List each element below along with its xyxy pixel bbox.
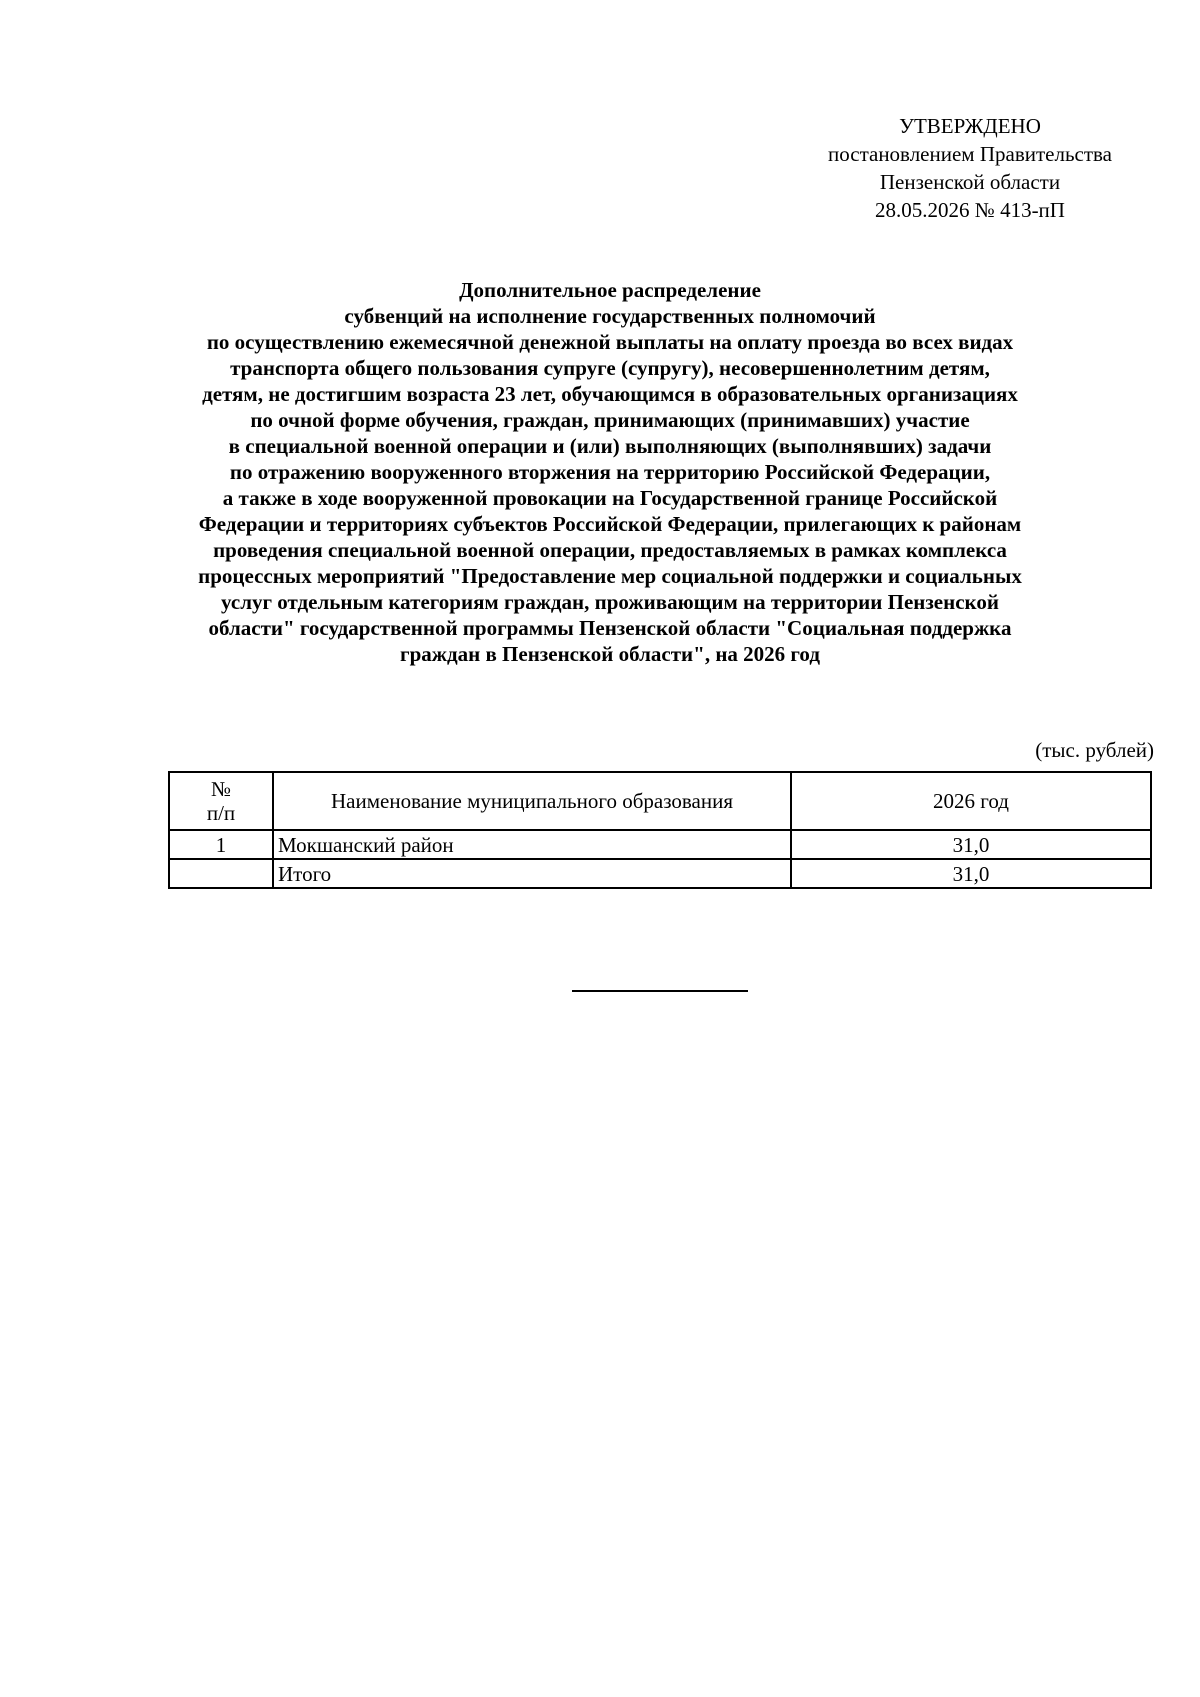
header-number (169, 772, 273, 830)
end-separator-line (572, 990, 748, 992)
title-line: а также в ходе вооруженной провокации на Государственной границе Российской (222, 486, 998, 510)
title-line: Дополнительное распределение (459, 278, 761, 302)
row-number: 1 (169, 830, 273, 859)
approval-heading: УТВЕРЖДЕНО (899, 114, 1041, 138)
header-number-label: п/п (206, 801, 236, 825)
title-line: проведения специальной военной операции, предоставляемых в рамках комплекса (213, 538, 1007, 562)
row-number (169, 859, 273, 888)
row-municipality: Мокшанский район (273, 830, 791, 859)
title-line: в специальной военной операции и (или) выполняющих (выполнявших) задачи (228, 434, 992, 458)
document-title (150, 277, 1070, 667)
row-value: 31,0 (791, 859, 1151, 888)
approval-line: Пензенской области (879, 170, 1061, 194)
title-line: услуг отдельным категориям граждан, проживающим на территории Пензенской (221, 590, 999, 614)
header-year: 2026 год (791, 772, 1151, 830)
table-total-row (169, 859, 1151, 888)
units-label: (тыс. рублей) (1035, 738, 1154, 762)
title-line: по очной форме обучения, граждан, принимающих (принимавших) участие (250, 408, 970, 432)
title-line: области" государственной программы Пензенской области "Социальная поддержка (208, 616, 1012, 640)
header-municipality: Наименование муниципального образования (273, 772, 791, 830)
title-line: граждан в Пензенской области", на 2026 год (400, 642, 820, 666)
header-number-sign: № (210, 777, 232, 801)
title-line: по осуществлению ежемесячной денежной выплаты на оплату проезда во всех видах (206, 330, 1014, 354)
table-row (169, 830, 1151, 859)
approval-block (780, 112, 1160, 224)
title-line: Федерации и территориях субъектов Российской Федерации, прилегающих к районам (198, 512, 1022, 536)
title-line: по отражению вооруженного вторжения на территорию Российской Федерации, (229, 460, 991, 484)
distribution-table (168, 771, 1152, 889)
approval-line: постановлением Правительства (827, 142, 1112, 166)
row-value: 31,0 (791, 830, 1151, 859)
row-municipality: Итого (273, 859, 791, 888)
table-header-row (169, 772, 1151, 830)
title-line: субвенций на исполнение государственных полномочий (344, 304, 876, 328)
approval-date-number: 28.05.2026 № 413-пП (875, 198, 1065, 222)
title-line: детям, не достигшим возраста 23 лет, обучающимся в образовательных организациях (202, 382, 1018, 406)
title-line: процессных мероприятий "Предоставление мер социальной поддержки и социальных (198, 564, 1022, 588)
title-line: транспорта общего пользования супруге (супругу), несовершеннолетним детям, (230, 356, 990, 380)
